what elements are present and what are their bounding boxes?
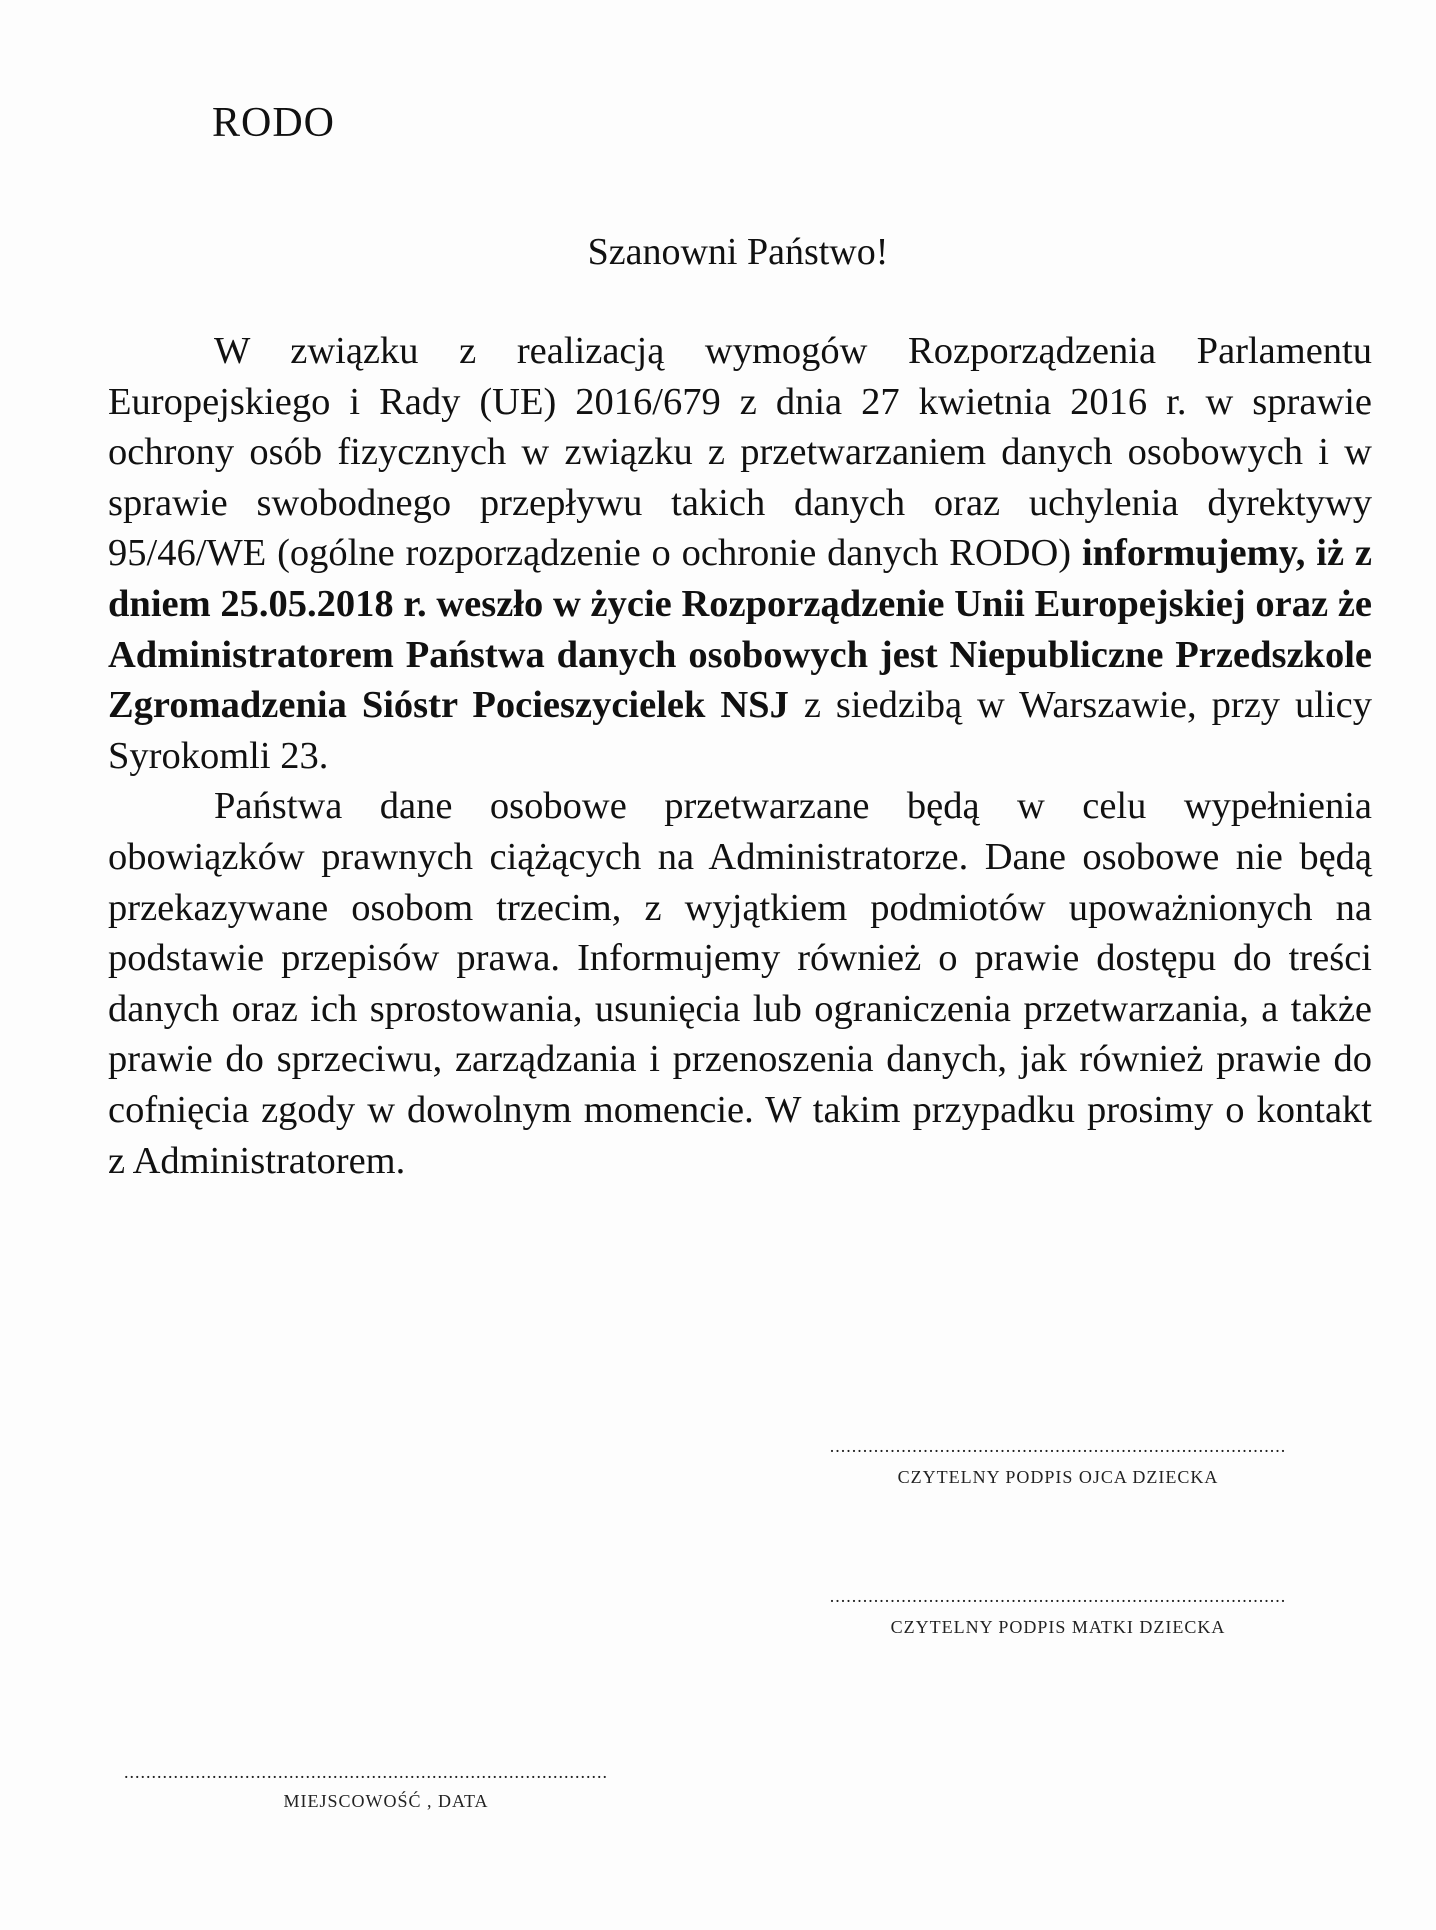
mother-signature-label: CZYTELNY PODPIS MATKI DZIECKA xyxy=(890,1617,1226,1637)
father-signature-label: CZYTELNY PODPIS OJCA DZIECKA xyxy=(897,1467,1219,1487)
paragraph-2: Państwa dane osobowe przetwarzane będą w celu wypełnienia obowiązków prawnych ciążących na Administratorze. Dane osobowe nie będą przekazywane osobom trzecim, z wyjątkiem podmiotów upoważnionych na podstawie przepisów prawa. Informujemy również o prawie dostępu do treści danych oraz ich sprostowania, usunięcia lub ograniczenia przetwarzania, a także prawie do sprzeciwu, zarządzania i przenoszenia danych, jak również prawie do cofnięcia zgody w dowolnym momencie. W takim przypadku prosimy o kontakt z Administratorem. xyxy=(108,785,1372,1182)
document-body xyxy=(108,326,1372,1186)
document-heading: RODO xyxy=(212,100,336,146)
place-date-block xyxy=(96,1762,636,1812)
paragraph-1-intro: W związku z realizacją wymogów Rozporządzenia Parlamentu Europejskiego i Rady (UE) 2016/679 z dnia 27 kwietnia 2016 r. w sprawie ochrony osób fizycznych w związku z przetwarzaniem danych osobowych i w sprawie swobodnego przepływu takich danych oraz uchylenia dyrektywy 95/46/WE (ogólne rozporządzenie o ochronie danych RODO) xyxy=(108,330,1372,575)
place-date-line: ........................................................................................ xyxy=(124,1762,608,1782)
place-date-label: MIEJSCOWOŚĆ , DATA xyxy=(283,1791,489,1811)
father-signature-block xyxy=(788,1436,1328,1488)
paragraph-1-bold-statement: informujemy, iż z dniem 25.05.2018 r. weszło w życie Rozporządzenie Unii Europejskiej oraz że Administratorem Państwa danych osobowych jest Niepubliczne Przedszkole Zgromadzenia Sióstr Pocieszycielek NSJ xyxy=(108,532,1372,727)
paragraph-1 xyxy=(108,326,1372,781)
mother-signature-line: ................................................................................... xyxy=(829,1586,1287,1606)
salutation: Szanowni Państwo! xyxy=(587,231,889,273)
paragraph-1-address: z siedzibą w Warszawie, przy ulicy Syrokomli 23. xyxy=(108,684,1373,777)
mother-signature-block xyxy=(798,1586,1318,1638)
father-signature-line: ................................................................................... xyxy=(829,1436,1287,1456)
